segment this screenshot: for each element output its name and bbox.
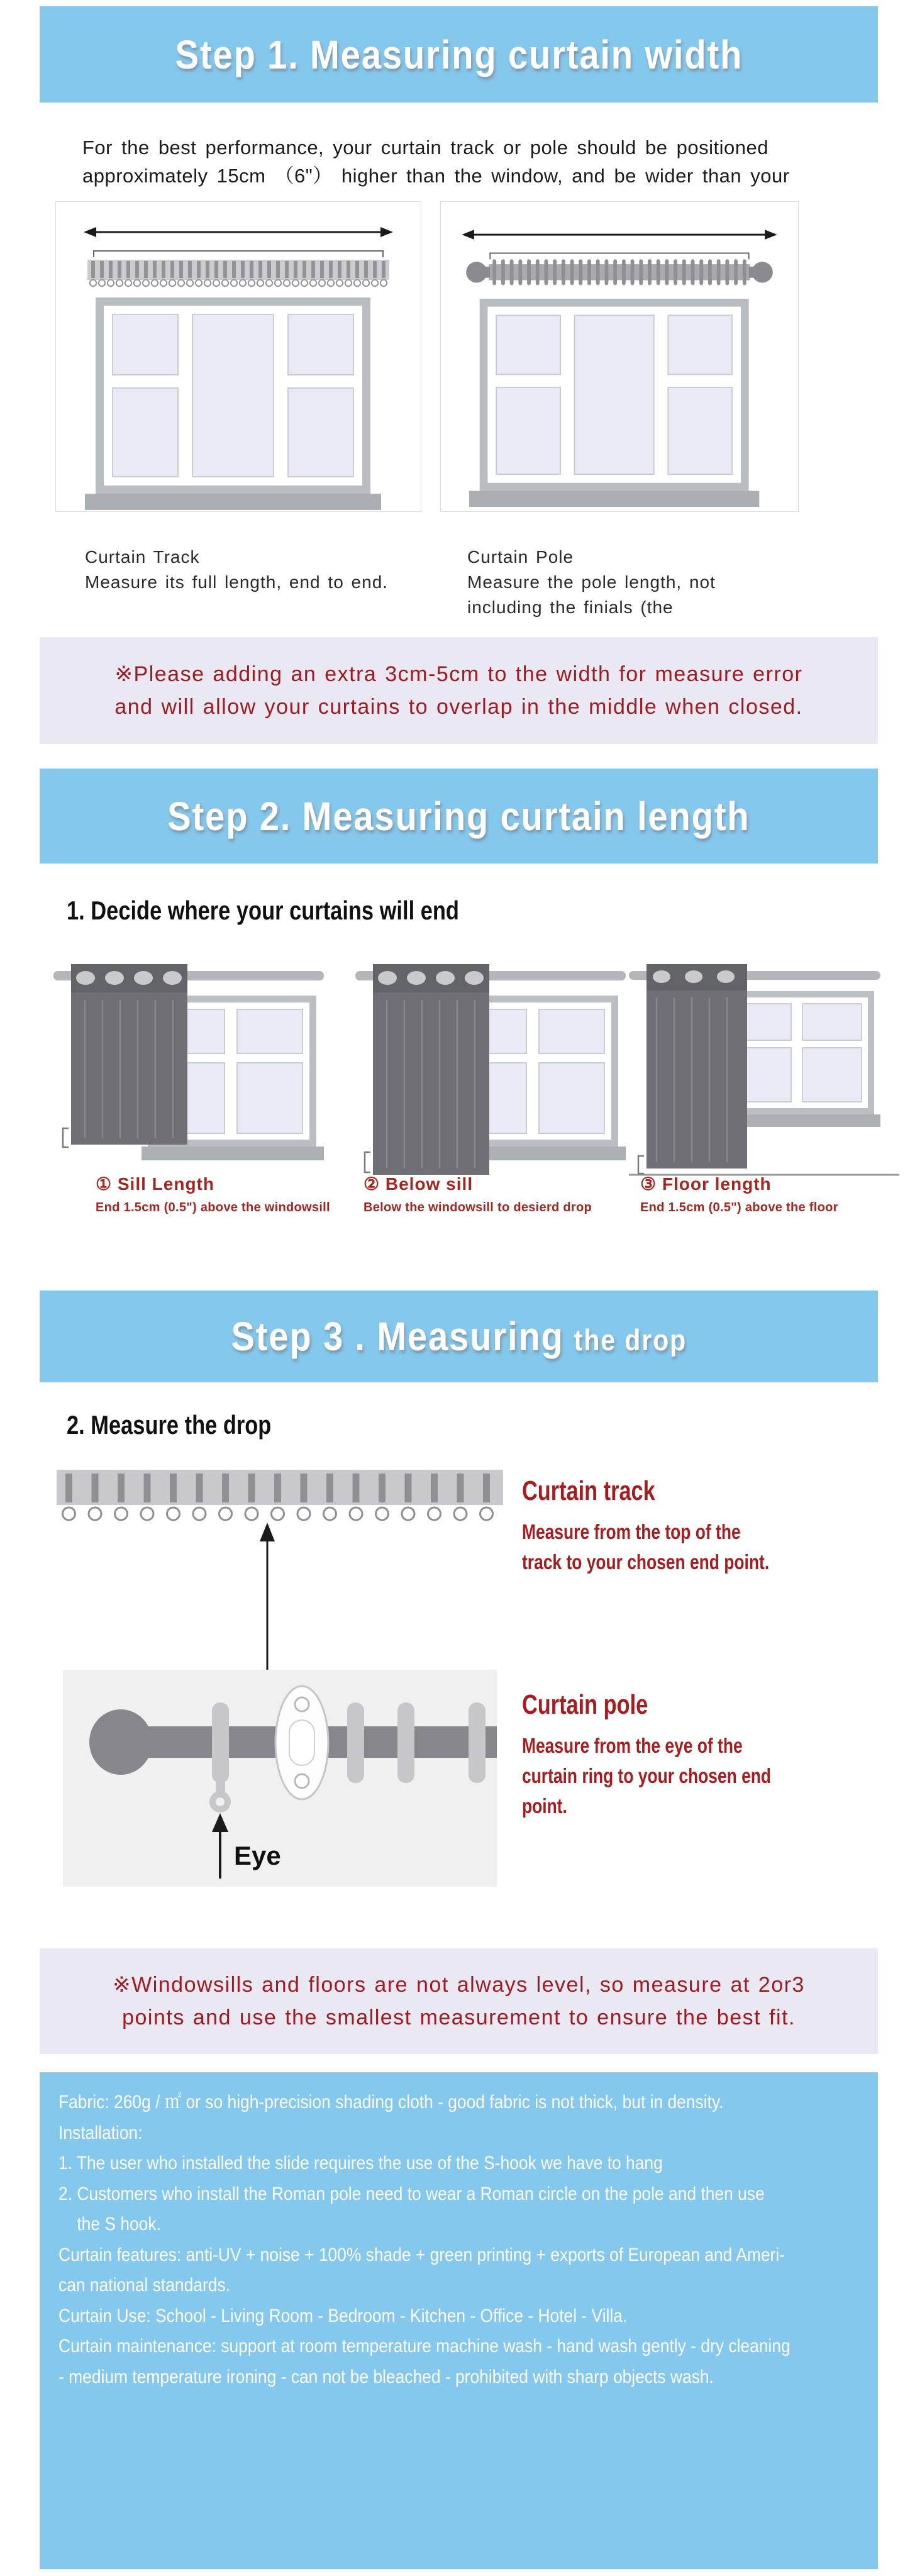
info-install-2b: the S hook. bbox=[58, 2214, 161, 2235]
info-install-2: 2. Customers who install the Roman pole need to wear a Roman circle on the pole and then use bbox=[58, 2183, 765, 2204]
curtain-pole-closeup-illustration bbox=[63, 1670, 497, 1887]
product-info-block bbox=[40, 2072, 878, 2569]
info-fabric: Fabric: 260g / ㎡ or so high-precision shading cloth - good fabric is not thick, but in density. bbox=[58, 2092, 724, 2112]
below-sill-desc: Below the windowsill to desierd drop bbox=[363, 1201, 592, 1214]
floor-length-title: ③ Floor length bbox=[640, 1174, 772, 1194]
info-features: Curtain features: anti-UV + noise + 100% shade + green printing + exports of European and Ameri- bbox=[58, 2244, 785, 2265]
curtain-pole-caption-line1: Measure the pole length, not bbox=[467, 572, 716, 592]
step1-intro bbox=[82, 133, 790, 190]
step3-banner-title: Step 3 . Measuring bbox=[231, 1314, 564, 1359]
step3-banner bbox=[40, 1291, 878, 1382]
step2-banner-title: Step 2. Measuring curtain length bbox=[167, 793, 750, 839]
info-maintenance-2: - medium temperature ironing - can not be bleached - prohibited with sharp objects wash. bbox=[58, 2366, 714, 2387]
step1-banner bbox=[40, 6, 878, 103]
curtain-track-heading: Curtain track bbox=[522, 1475, 655, 1506]
below-sill-title: ② Below sill bbox=[363, 1174, 474, 1194]
floor-length-caption bbox=[640, 1174, 838, 1215]
curtain-track-caption-line: Measure its full length, end to end. bbox=[85, 572, 389, 592]
sill-length-desc: End 1.5cm (0.5") above the windowsill bbox=[96, 1201, 330, 1214]
floor-length-illustration bbox=[629, 961, 899, 1184]
curtain-pole-caption bbox=[467, 545, 716, 620]
curtain-track-instructions bbox=[522, 1517, 769, 1577]
curtain-pole-instructions bbox=[522, 1731, 771, 1821]
level-note-line2: points and use the smallest measurement to ensure the best fit. bbox=[122, 2006, 796, 2029]
info-installation: Installation: bbox=[58, 2122, 143, 2143]
sill-length-title: ① Sill Length bbox=[96, 1174, 214, 1194]
curtain-pole-instruction-line2: curtain ring to your chosen end bbox=[522, 1764, 772, 1787]
step2-heading: 1. Decide where your curtains will end bbox=[67, 896, 459, 925]
step1-intro-line2: approximately 15cm （6"） higher than the window, and be wider than your bbox=[82, 165, 790, 187]
level-note-line1: ※Windowsills and floors are not always level, so measure at 2or3 bbox=[113, 1973, 805, 1997]
step3-heading: 2. Measure the drop bbox=[67, 1410, 272, 1440]
width-note-line1: ※Please adding an extra 3cm-5cm to the width for measure error bbox=[114, 662, 803, 686]
curtain-pole-instruction-line1: Measure from the eye of the bbox=[522, 1734, 743, 1757]
info-maintenance: Curtain maintenance: support at room temperature machine wash - hand wash gently - dry cleaning bbox=[58, 2336, 791, 2357]
eye-label: Eye bbox=[234, 1841, 281, 1870]
step1-banner-title: Step 1. Measuring curtain width bbox=[175, 31, 743, 77]
curtain-pole-instruction-line3: point. bbox=[522, 1794, 567, 1818]
curtain-track-caption bbox=[85, 545, 388, 595]
curtain-pole-caption-title: Curtain Pole bbox=[467, 547, 574, 567]
sill-length-caption bbox=[96, 1174, 330, 1215]
width-measure-note bbox=[40, 637, 878, 744]
below-sill-illustration bbox=[355, 961, 626, 1184]
curtain-track-window-illustration bbox=[55, 201, 421, 512]
product-info-lines bbox=[58, 2087, 791, 2392]
info-features-2: can national standards. bbox=[58, 2275, 230, 2296]
floor-length-desc: End 1.5cm (0.5") above the floor bbox=[640, 1201, 838, 1214]
step1-intro-line1: For the best performance, your curtain track or pole should be positioned bbox=[82, 136, 769, 158]
curtain-pole-caption-line2: including the finials (the bbox=[467, 597, 674, 617]
info-use: Curtain Use: School - Living Room - Bedroom - Kitchen - Office - Hotel - Villa. bbox=[58, 2305, 628, 2326]
curtain-pole-window-drawing bbox=[441, 202, 798, 511]
curtain-track-instruction-line1: Measure from the top of the bbox=[522, 1520, 741, 1543]
step3-banner-subtitle: the drop bbox=[574, 1323, 687, 1357]
info-install-1: 1. The user who installed the slide requires the use of the S-hook we have to hang bbox=[58, 2153, 663, 2174]
curtain-pole-heading: Curtain pole bbox=[522, 1689, 648, 1720]
width-note-line2: and will allow your curtains to overlap in the middle when closed. bbox=[114, 695, 803, 719]
sill-length-illustration bbox=[53, 961, 324, 1184]
below-sill-caption bbox=[363, 1174, 592, 1215]
step2-banner bbox=[40, 769, 878, 863]
level-measure-note bbox=[40, 1948, 878, 2054]
curtain-pole-window-illustration bbox=[440, 201, 799, 512]
curtain-track-instruction-line2: track to your chosen end point. bbox=[522, 1550, 770, 1574]
curtain-track-window-drawing bbox=[56, 202, 421, 511]
curtain-track-caption-title: Curtain Track bbox=[85, 547, 200, 567]
